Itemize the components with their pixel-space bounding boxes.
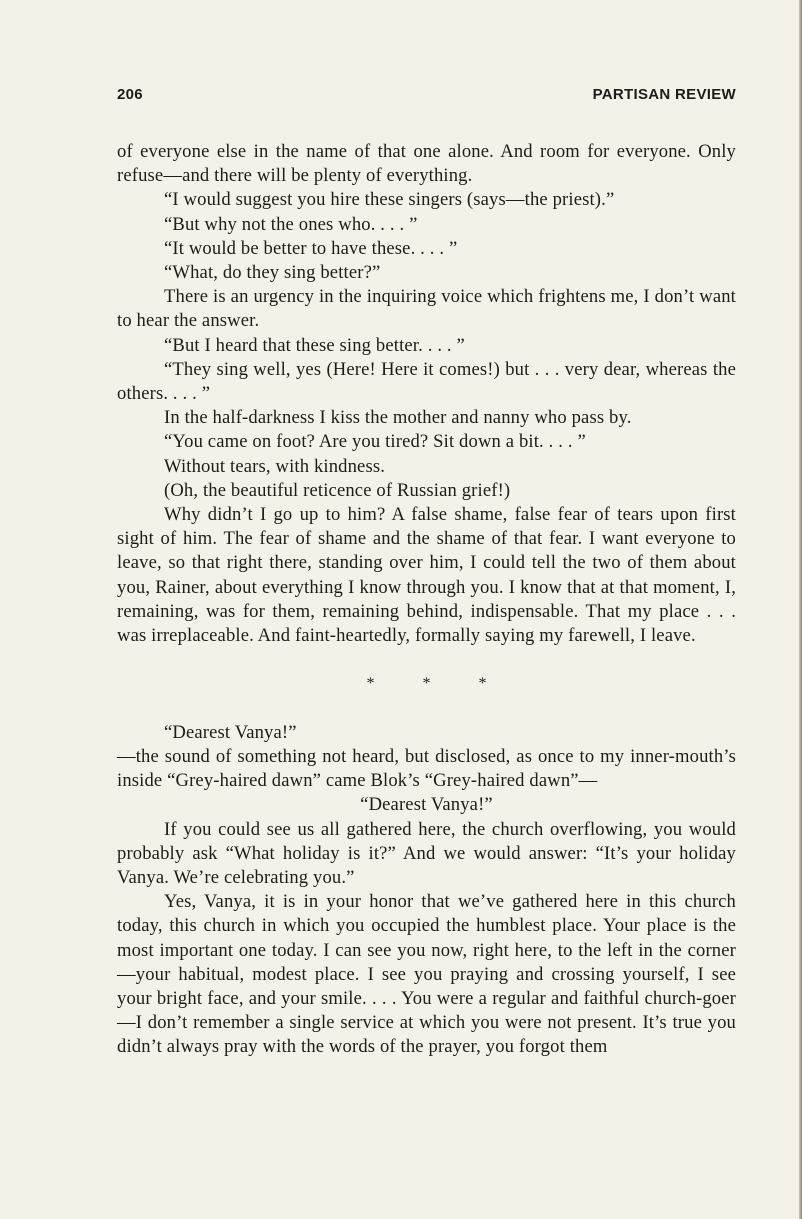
paragraph: There is an urgency in the inquiring voice which frightens me, I don’t want to hear the answer.: [117, 286, 736, 332]
paragraph: “Dearest Vanya!”: [360, 794, 493, 816]
paragraph: “But why not the ones who. . . . ”: [164, 213, 418, 235]
page-number: 206: [117, 86, 143, 103]
paragraph: “You came on foot? Are you tired? Sit down a bit. . . . ”: [164, 431, 586, 453]
body-text: [117, 140, 736, 1060]
paragraph: “Dearest Vanya!”: [164, 721, 297, 743]
paragraph: of everyone else in the name of that one alone. And room for everyone. Only refuse—and there will be plenty of everything.: [117, 141, 736, 187]
paragraph: Without tears, with kindness.: [164, 455, 386, 477]
paragraph: “But I heard that these sing better. . . . ”: [164, 334, 465, 356]
section-break: * * *: [366, 675, 509, 693]
paragraph: “It would be better to have these. . . . ”: [164, 237, 458, 259]
paragraph: —the sound of something not heard, but disclosed, as once to my inner-mouth’s inside “Grey-haired dawn” came Blok’s “Grey-haired dawn”—: [117, 746, 736, 792]
paragraph: “I would suggest you hire these singers (says—the priest).”: [164, 189, 615, 211]
paragraph: In the half-darkness I kiss the mother and nanny who pass by.: [164, 407, 632, 429]
paragraph: Why didn’t I go up to him? A false shame, false fear of tears upon first sight of him. The fear of shame and the shame of that fear. I want everyone to leave, so that right there, standing over him, I could tell the two of them about you, Rainer, about everything I know through you. I know that at that moment, I, remaining, was for them, remaining behind, indispensable. That my place . . . was irreplaceable. And faint-heartedly, formally saying my farewell, I leave.: [117, 504, 736, 647]
paragraph: Yes, Vanya, it is in your honor that we’ve gathered here in this church today, this church in which you occupied the humblest place. Your place is the most important one today. I can see you now, right here, to the left in the corner—your habitual, modest place. I see you praying and crossing yourself, I see your bright face, and your smile. . . . You were a regular and faithful church-goer—I don’t remember a single service at which you were not present. It’s true you didn’t always pray with the words of the prayer, you forgot them: [117, 891, 736, 1058]
paragraph: “They sing well, yes (Here! Here it comes!) but . . . very dear, whereas the others. . . . ”: [117, 358, 736, 405]
running-header: [117, 86, 736, 106]
paragraph: “What, do they sing better?”: [164, 262, 381, 284]
spacer: [117, 648, 736, 672]
journal-title: PARTISAN REVIEW: [592, 86, 736, 103]
paragraph: (Oh, the beautiful reticence of Russian grief!): [164, 479, 511, 501]
paragraph: If you could see us all gathered here, the church overflowing, you would probably ask “What holiday is it?” And we would answer: “It’s your holiday Vanya. We’re celebrating you.”: [117, 818, 736, 889]
spacer: [117, 697, 736, 721]
